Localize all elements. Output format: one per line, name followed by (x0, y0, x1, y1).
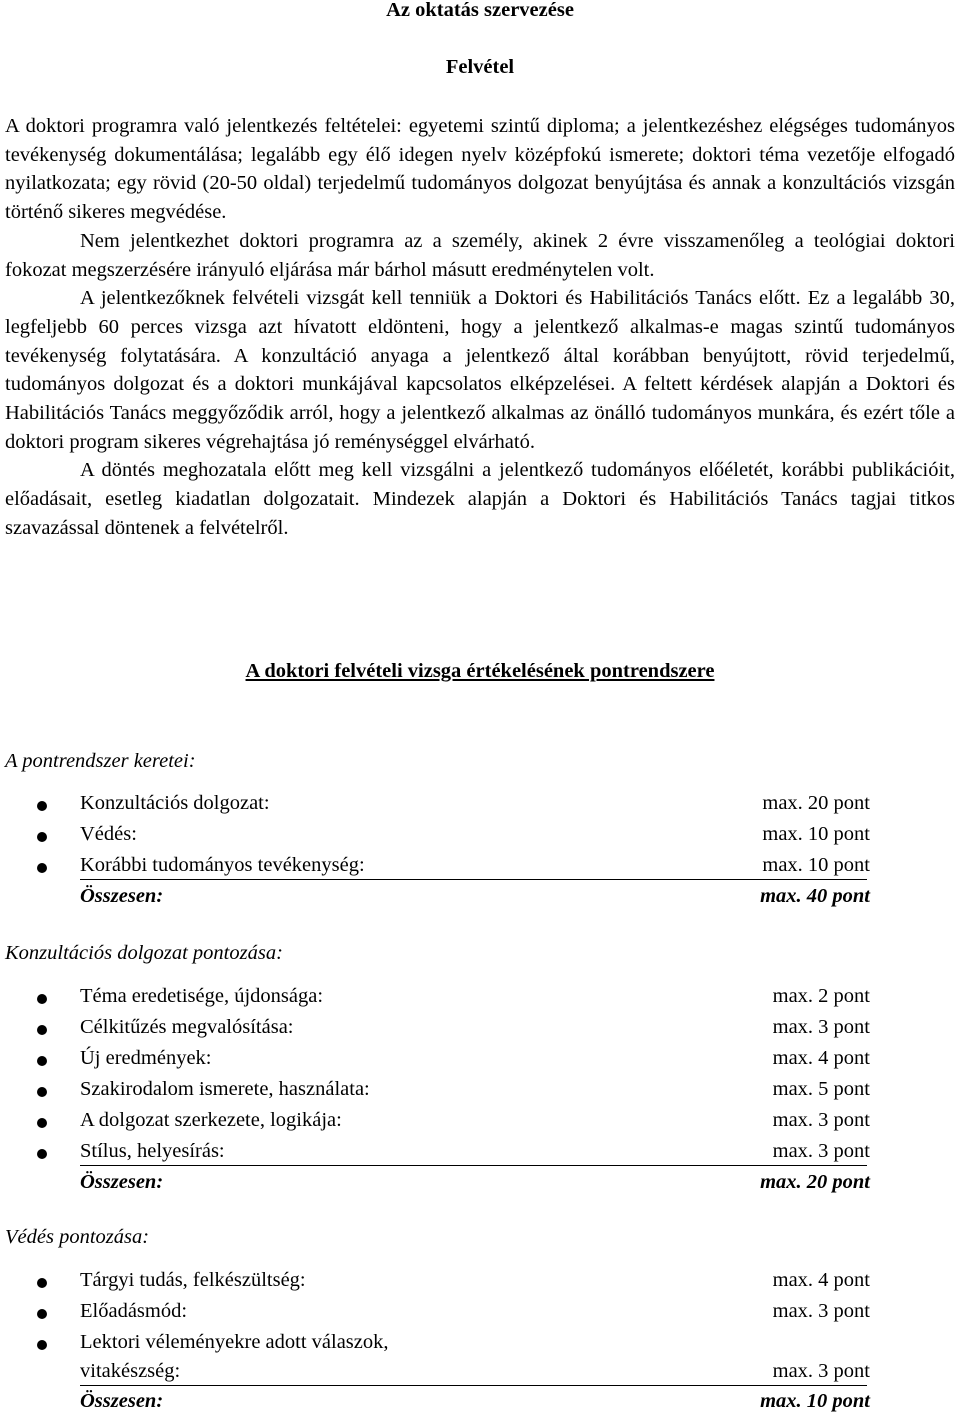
list-item (0, 985, 870, 1015)
list-item (0, 792, 870, 822)
item-points: max. 20 pont (762, 792, 870, 814)
paragraph-exam: A jelentkezőknek felvételi vizsgát kell tenniük a Doktori és Habilitációs Tanács előtt. Ez a legalább 30, legfeljebb 60 perces vizsga azt hívatott eldönteni, hogy a jelentkező alkalmas-e magas szintű tudományos tevékenység folytatására. A konzultáció anyaga a jelentkező által korábban benyújtott, rövid terjedelmű, tudományos dolgozat és a doktori munkájával kapcsolatos elképzelései. A feltett kérdések alapján a Doktori és Habilitációs Tanács meggyőződik arról, hogy a jelentkező alkalmas az önálló tudományos munkára, és ezért tőle a doktori program sikeres végrehajtása jó reménységgel elvárható. (5, 287, 955, 453)
item-points: max. 4 pont (772, 1047, 870, 1069)
item-label: Lektori véleményekre adott válaszok, (80, 1331, 389, 1353)
list-item (0, 1269, 870, 1299)
sum-divider (80, 1385, 867, 1386)
document-title: Az oktatás szervezése (386, 0, 574, 21)
paper-heading: Konzultációs dolgozat pontozása: (5, 942, 283, 964)
bullet-icon (37, 1278, 47, 1288)
total-points: max. 20 pont (760, 1171, 870, 1193)
scoring-title: A doktori felvételi vizsga értékelésének pontrendszere (245, 660, 715, 682)
item-label: vitakészség: (80, 1360, 181, 1382)
list-item (0, 1078, 870, 1108)
item-points: max. 10 pont (762, 854, 870, 876)
total-label: Összesen: (80, 1171, 164, 1193)
item-points: max. 10 pont (762, 823, 870, 845)
total-label: Összesen: (80, 1390, 164, 1412)
list-item (0, 1016, 870, 1046)
admission-text (5, 112, 955, 543)
item-points: max. 2 pont (772, 985, 870, 1007)
bullet-icon (37, 1087, 47, 1097)
total-points: max. 40 pont (760, 885, 870, 907)
item-label: Konzultációs dolgozat: (80, 792, 270, 814)
item-label: Tárgyi tudás, felkészültség: (80, 1269, 306, 1291)
list-item (0, 823, 870, 853)
item-points: max. 4 pont (772, 1269, 870, 1291)
item-label: Új eredmények: (80, 1047, 212, 1069)
item-points: max. 3 pont (772, 1016, 870, 1038)
item-points: max. 3 pont (772, 1300, 870, 1322)
frame-heading: A pontrendszer keretei: (5, 750, 196, 772)
list-item (0, 1109, 870, 1139)
bullet-icon (37, 1309, 47, 1319)
sum-divider (80, 879, 867, 880)
item-points: max. 3 pont (772, 1109, 870, 1131)
list-item (0, 1331, 870, 1361)
list-item (0, 1300, 870, 1330)
item-label: Szakirodalom ismerete, használata: (80, 1078, 370, 1100)
bullet-icon (37, 1056, 47, 1066)
item-label: Védés: (80, 823, 137, 845)
defense-heading: Védés pontozása: (5, 1226, 150, 1248)
bullet-icon (37, 1149, 47, 1159)
item-points: max. 5 pont (772, 1078, 870, 1100)
total-row (0, 885, 870, 915)
item-label: Előadásmód: (80, 1300, 188, 1322)
section-heading-admission: Felvétel (445, 56, 515, 78)
bullet-icon (37, 1025, 47, 1035)
list-item (0, 1047, 870, 1077)
bullet-icon (37, 1118, 47, 1128)
item-points: max. 3 pont (772, 1360, 870, 1382)
paragraph-requirements: A doktori programra való jelentkezés feltételei: egyetemi szintű diploma; a jelentkezéshez elégséges tudományos tevékenység dokumentálása; legalább egy élő idegen nyelv középfokú ismerete; doktori téma vezetője elfogadó nyilatkozata; egy rövid (20-50 oldal) terjedelmű tudományos dolgozat benyújtása és annak a konzultációs vizsgán történő sikeres megvédése. (5, 115, 955, 224)
item-label: Célkitűzés megvalósítása: (80, 1016, 294, 1038)
bullet-icon (37, 1340, 47, 1350)
bullet-icon (37, 801, 47, 811)
total-row (0, 1171, 870, 1201)
bullet-icon (37, 863, 47, 873)
bullet-icon (37, 832, 47, 842)
total-points: max. 10 pont (760, 1390, 870, 1412)
paragraph-exclusion: Nem jelentkezhet doktori programra az a személy, akinek 2 évre visszamenőleg a teológiai doktori fokozat megszerzésére irányuló eljárása már bárhol másutt eredménytelen volt. (5, 229, 955, 281)
item-label: Téma eredetisége, újdonsága: (80, 985, 324, 1007)
paragraph-decision: A döntés meghozatala előtt meg kell vizsgálni a jelentkező tudományos előéletét, korábbi publikációit, előadásait, esetleg kiadatlan dolgozatait. Mindezek alapján a Doktori és Habilitációs Tanács tagjai titkos szavazással döntenek a felvételről. (5, 459, 955, 539)
item-label: Korábbi tudományos tevékenység: (80, 854, 365, 876)
item-label: Stílus, helyesírás: (80, 1140, 225, 1162)
sum-divider (80, 1165, 867, 1166)
bullet-icon (37, 994, 47, 1004)
total-label: Összesen: (80, 885, 164, 907)
item-label: A dolgozat szerkezete, logikája: (80, 1109, 342, 1131)
item-points: max. 3 pont (772, 1140, 870, 1162)
